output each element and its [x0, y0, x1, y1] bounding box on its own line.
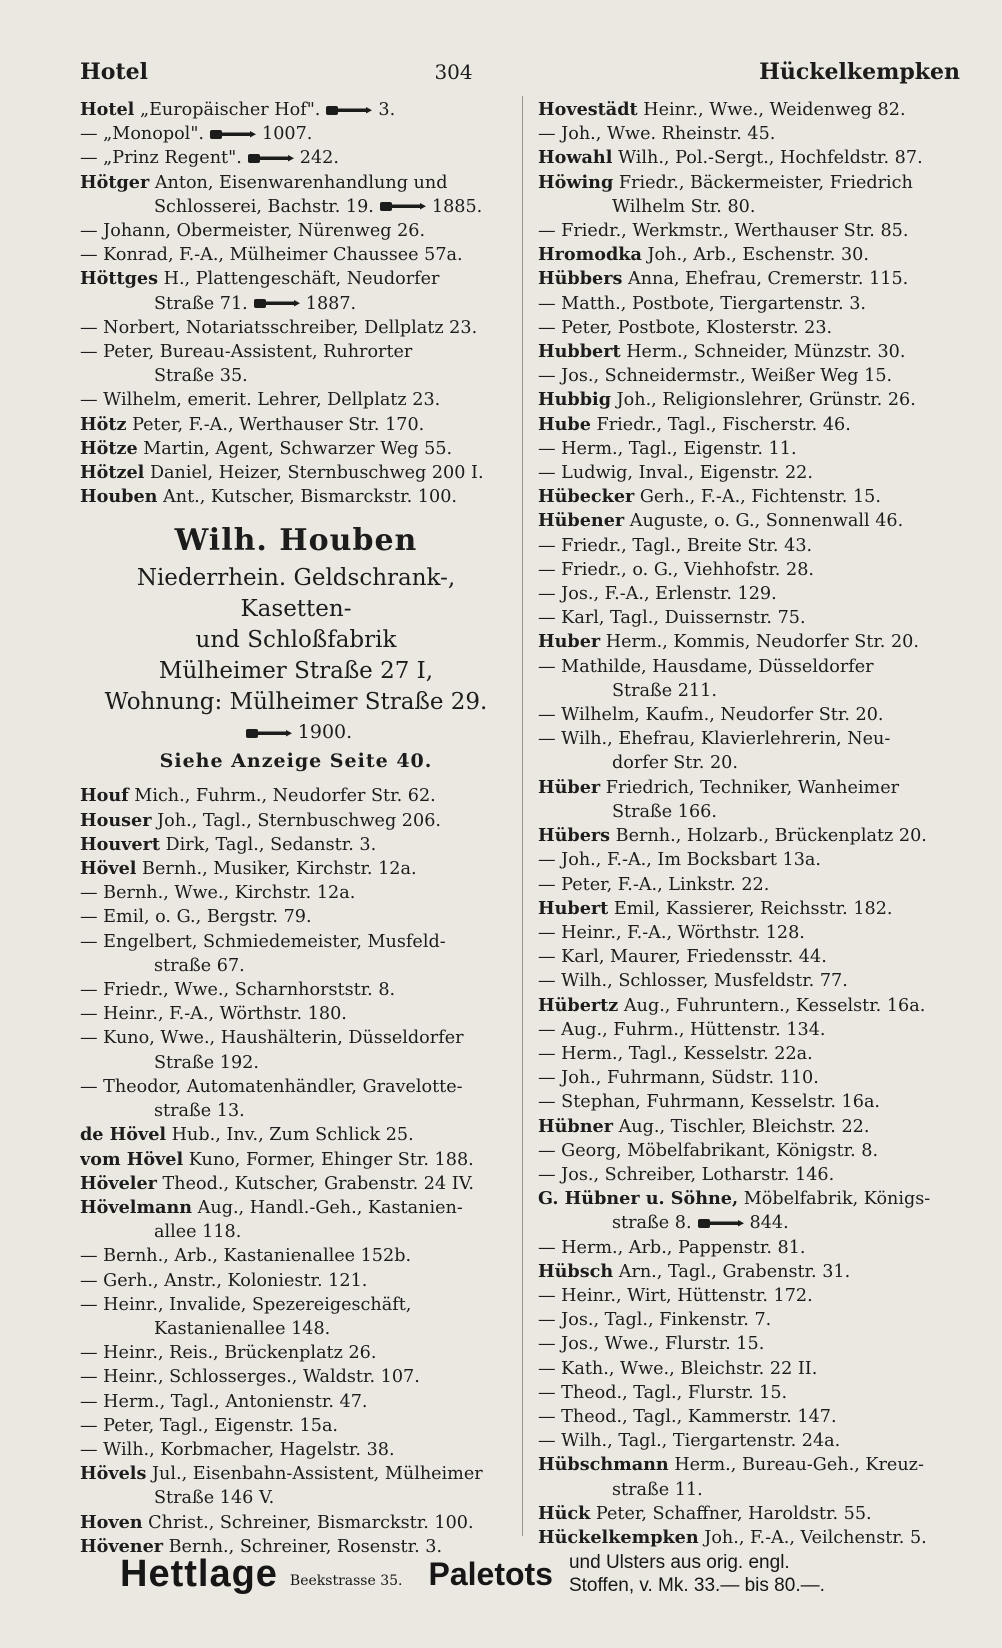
directory-entry [80, 171, 512, 195]
entry-details: — Theodor, Automatenhändler, Gravelotte- [80, 1076, 463, 1097]
entry-surname: Hötzel [80, 462, 145, 484]
entry-surname: Hüber [538, 776, 601, 798]
directory-entry [80, 1341, 512, 1365]
entry-surname: Huber [538, 631, 601, 653]
entry-details: Straße 211. [612, 680, 717, 701]
entry-details: Joh., Arb., Eschenstr. 30. [641, 245, 869, 266]
entry-surname: de Hövel [80, 1124, 167, 1146]
entry-details: Herm., Schneider, Münzstr. 30. [620, 342, 906, 363]
directory-entry [80, 1075, 512, 1099]
entry-details: dorfer Str. 20. [612, 753, 738, 774]
entry-surname: Hübers [538, 825, 611, 847]
entry-details: — Theod., Tagl., Flurstr. 15. [538, 1382, 788, 1403]
directory-entry [80, 1026, 512, 1050]
directory-entry [80, 1293, 512, 1317]
entry-details: — Mathilde, Hausdame, Düsseldorfer [538, 656, 874, 677]
entry-details: straße 11. [612, 1479, 703, 1500]
directory-entry [80, 1414, 512, 1438]
entry-surname: Houser [80, 809, 152, 831]
directory-entry [538, 1187, 968, 1211]
entry-details: Straße 146 V. [154, 1488, 275, 1509]
entry-surname: Hovestädt [538, 99, 638, 120]
entry-details: — Herm., Tagl., Kesselstr. 22a. [538, 1043, 813, 1064]
entry-surname: Hötze [80, 437, 138, 459]
entry-details: — Stephan, Fuhrmann, Kesselstr. 16a. [538, 1092, 881, 1113]
entry-surname: Hübener [538, 510, 625, 532]
footer-advertisement [120, 1538, 970, 1610]
entry-details: — Friedr., o. G., Viehhofstr. 28. [538, 559, 814, 580]
entry-details: Ant., Kutscher, Bismarckstr. 100. [157, 487, 457, 508]
directory-entry [538, 534, 968, 558]
directory-entry [538, 243, 968, 267]
directory-entry [80, 833, 512, 857]
entry-details: — Herm., Arb., Pappenstr. 81. [538, 1237, 806, 1258]
entry-details: Straße 71. [154, 293, 248, 314]
directory-entry [80, 146, 512, 170]
ad-page-reference: Siehe Anzeige Seite 40. [159, 750, 433, 773]
directory-entry [80, 388, 512, 412]
entry-details: Friedr., Bäckermeister, Friedrich [613, 172, 913, 193]
entry-surname: vom Hövel [80, 1148, 184, 1170]
entry-details: Gerh., F.-A., Fichtenstr. 15. [634, 487, 881, 508]
directory-entry [538, 703, 968, 727]
entry-details: Auguste, o. G., Sonnenwall 46. [624, 511, 904, 532]
entry-details: Aug., Tischler, Bleichstr. 22. [612, 1116, 870, 1137]
directory-entry [538, 751, 968, 775]
directory-entry [80, 1099, 512, 1123]
entry-surname: Hubbert [538, 341, 621, 363]
directory-entry [538, 630, 968, 654]
directory-entry [80, 1051, 512, 1075]
directory-entry [538, 1284, 968, 1308]
directory-entry [80, 905, 512, 929]
directory-entry [80, 195, 512, 219]
entry-surname: Hube [538, 413, 591, 435]
entry-details: — Heinr., Reis., Brückenplatz 26. [80, 1343, 377, 1364]
directory-entry [538, 1453, 968, 1477]
entry-details: H., Plattengeschäft, Neudorfer [158, 269, 440, 290]
entry-details: Hub., Inv., Zum Schlick 25. [166, 1125, 414, 1146]
entry-details: — Engelbert, Schmiedemeister, Musfeld- [80, 931, 446, 952]
telephone-hand-icon [326, 105, 372, 116]
directory-entry [538, 195, 968, 219]
directory-entry [538, 388, 968, 412]
entry-details: — Karl, Tagl., Duissernstr. 75. [538, 608, 806, 629]
entry-details: — „Prinz Regent". [80, 148, 242, 169]
entry-details: — Joh., Wwe. Rheinstr. 45. [538, 124, 776, 145]
ad-line-2: und Schloßfabrik [195, 627, 397, 654]
entry-details: Dirk, Tagl., Sedanstr. 3. [159, 834, 377, 855]
directory-entry [80, 1511, 512, 1535]
entry-details: Martin, Agent, Schwarzer Weg 55. [137, 438, 453, 459]
entry-details: — Theod., Tagl., Kammerstr. 147. [538, 1406, 837, 1427]
entry-details: Herm., Kommis, Neudorfer Str. 20. [600, 632, 919, 653]
footer-address: Beekstrasse 35. [289, 1573, 403, 1589]
directory-entry [538, 558, 968, 582]
entry-details: Heinr., Wwe., Weidenweg 82. [637, 100, 906, 120]
entry-details: — Peter, Bureau-Assistent, Ruhrorter [80, 342, 413, 363]
ad-phone-number: 1900. [297, 721, 353, 744]
entry-details: — Heinr., Invalide, Spezereigeschäft, [80, 1294, 412, 1315]
entry-surname: Hübner [538, 1115, 613, 1137]
directory-entry [538, 146, 968, 170]
entry-details: Joh., F.-A., Veilchenstr. 5. [698, 1527, 927, 1548]
directory-entry [80, 881, 512, 905]
directory-entry [538, 1332, 968, 1356]
entry-details: — Bernh., Wwe., Kirchstr. 12a. [80, 883, 356, 904]
entry-details: — Friedr., Wwe., Scharnhorststr. 8. [80, 980, 396, 1001]
ad-phone [80, 718, 512, 746]
directory-entry [80, 857, 512, 881]
left-column [80, 98, 512, 1559]
entry-details: — Johann, Obermeister, Nürenweg 26. [80, 221, 426, 242]
directory-entry [538, 1381, 968, 1405]
entry-surname: Howahl [538, 147, 613, 169]
running-head-right: Hückelkempken [759, 59, 960, 85]
entry-details: straße 8. [612, 1213, 692, 1234]
directory-entry [538, 1042, 968, 1066]
entry-phone-number: 1887. [305, 293, 357, 314]
directory-entry [538, 98, 968, 122]
entry-details: Arn., Tagl., Grabenstr. 31. [613, 1261, 851, 1282]
entry-surname: Houf [80, 785, 129, 807]
entry-details: — Emil, o. G., Bergstr. 79. [80, 907, 312, 928]
entry-surname: Hübsch [538, 1260, 614, 1282]
directory-entry [80, 1317, 512, 1341]
directory-entry [538, 1066, 968, 1090]
entry-details: Bernh., Holzarb., Brückenplatz 20. [610, 826, 927, 847]
directory-entry [538, 606, 968, 630]
entry-surname: Hötger [80, 171, 150, 193]
entry-details: Wilhelm Str. 80. [612, 196, 756, 217]
telephone-hand-icon [210, 129, 256, 140]
entry-details: Jul., Eisenbahn-Assistent, Mülheimer [146, 1464, 483, 1485]
directory-entry [538, 364, 968, 388]
entry-details: — Jos., Tagl., Finkenstr. 7. [538, 1310, 772, 1331]
directory-entry [538, 1429, 968, 1453]
directory-entry [538, 1357, 968, 1381]
entry-phone-number: 3. [378, 100, 396, 120]
directory-entry [538, 848, 968, 872]
entry-details: Emil, Kassierer, Reichsstr. 182. [608, 898, 893, 919]
directory-entry [538, 1211, 968, 1235]
directory-entry [80, 1220, 512, 1244]
directory-entry [538, 485, 968, 509]
directory-entry [538, 413, 968, 437]
directory-entry [80, 1196, 512, 1220]
entry-details: — Heinr., F.-A., Wörthstr. 180. [80, 1004, 347, 1025]
ad-line-1: Niederrhein. Geldschrank-, Kasetten- [136, 565, 456, 623]
directory-entry [538, 267, 968, 291]
page-number: 304 [434, 60, 473, 84]
entry-details: Aug., Fuhruntern., Kesselstr. 16a. [618, 995, 926, 1016]
entry-details: Wilh., Pol.-Sergt., Hochfeldstr. 87. [612, 148, 923, 169]
entry-details: Anna, Ehefrau, Cremerstr. 115. [622, 269, 909, 290]
entry-phone-number: 844. [749, 1213, 789, 1234]
entry-details: — Wilh., Schlosser, Musfeldstr. 77. [538, 971, 848, 992]
directory-entry [538, 1502, 968, 1526]
entry-details: Peter, Schaffner, Haroldstr. 55. [590, 1503, 872, 1524]
entry-details: — Peter, F.-A., Linkstr. 22. [538, 874, 770, 895]
entry-details: — Wilhelm, Kaufm., Neudorfer Str. 20. [538, 705, 884, 726]
entry-surname: Hövener [80, 1535, 164, 1557]
entry-list-left-top [80, 98, 512, 509]
directory-entry [80, 461, 512, 485]
column-divider [522, 96, 523, 1536]
footer-description [569, 1551, 825, 1597]
entry-surname: Hoven [80, 1511, 143, 1533]
right-column [538, 98, 968, 1550]
entry-details: Bernh., Schreiner, Rosenstr. 3. [163, 1536, 443, 1557]
entry-phone-number: 1007. [262, 124, 313, 145]
entry-details: Kastanienallee 148. [154, 1318, 331, 1339]
entry-details: Friedr., Tagl., Fischerstr. 46. [590, 414, 851, 435]
entry-details: Peter, F.-A., Werthauser Str. 170. [126, 414, 425, 435]
directory-entry [80, 930, 512, 954]
entry-details: Joh., Religionslehrer, Grünstr. 26. [611, 390, 916, 411]
entry-details: — Herm., Tagl., Eigenstr. 11. [538, 438, 797, 459]
directory-entry [538, 1163, 968, 1187]
entry-details: — Peter, Postbote, Klosterstr. 23. [538, 317, 833, 338]
entry-details: straße 13. [154, 1101, 245, 1122]
directory-entry [538, 824, 968, 848]
directory-entry [538, 873, 968, 897]
footer-description-line-2: Stoffen, v. Mk. 33.— bis 80.—. [568, 1575, 825, 1596]
directory-entry [80, 809, 512, 833]
directory-entry [538, 122, 968, 146]
directory-entry [538, 1139, 968, 1163]
entry-details: Theod., Kutscher, Grabenstr. 24 IV. [156, 1173, 474, 1194]
directory-entry [538, 969, 968, 993]
entry-surname: Houvert [80, 833, 160, 855]
entry-details: — „Monopol". [80, 124, 204, 145]
entry-details: Straße 192. [154, 1052, 259, 1073]
directory-entry [80, 219, 512, 243]
entry-details: — Bernh., Arb., Kastanienallee 152b. [80, 1246, 412, 1267]
entry-details: — Kuno, Wwe., Haushälterin, Düsseldorfer [80, 1028, 464, 1049]
houben-advertisement [80, 519, 512, 776]
directory-entry [80, 1172, 512, 1196]
directory-entry [538, 776, 968, 800]
directory-entry [538, 437, 968, 461]
directory-entry [80, 954, 512, 978]
entry-list-left-bottom [80, 784, 512, 1559]
entry-details: — Norbert, Notariatsschreiber, Dellplatz 23. [80, 317, 478, 338]
entry-surname: Hövels [80, 1463, 147, 1485]
entry-surname: Hromodka [538, 244, 642, 266]
entry-details: — Wilhelm, emerit. Lehrer, Dellplatz 23. [80, 390, 441, 411]
entry-details: — Joh., Fuhrmann, Südstr. 110. [538, 1068, 819, 1089]
ad-line-4: Wohnung: Mülheimer Straße 29. [104, 689, 488, 716]
entry-details: — Matth., Postbote, Tiergartenstr. 3. [538, 293, 866, 314]
entry-surname: Hückelkempken [538, 1526, 699, 1548]
directory-entry [80, 485, 512, 509]
entry-details: Anton, Eisenwarenhandlung und [149, 172, 448, 193]
entry-details: — Karl, Maurer, Friedensstr. 44. [538, 947, 827, 968]
entry-surname: Höttges [80, 268, 159, 290]
directory-entry [80, 122, 512, 146]
entry-surname: Hövel [80, 858, 137, 880]
entry-details: Daniel, Heizer, Sternbuschweg 200 I. [144, 463, 484, 484]
directory-entry [538, 582, 968, 606]
entry-surname: Hötz [80, 413, 127, 435]
entry-details: allee 118. [154, 1222, 242, 1243]
directory-entry [538, 1308, 968, 1332]
entry-details: — Herm., Tagl., Antonienstr. 47. [80, 1391, 368, 1412]
entry-details: — Jos., Schreiber, Lotharstr. 146. [538, 1164, 835, 1185]
directory-entry [538, 1405, 968, 1429]
entry-phone-number: 242. [299, 148, 339, 169]
running-head [80, 52, 960, 92]
directory-entry [80, 98, 512, 122]
entry-details: — Aug., Fuhrm., Hüttenstr. 134. [538, 1019, 826, 1040]
directory-entry [80, 1462, 512, 1486]
entry-surname: Höwing [538, 171, 614, 193]
running-head-left: Hotel [80, 59, 148, 85]
entry-list-right [538, 98, 968, 1550]
entry-details: — Jos., F.-A., Erlenstr. 129. [538, 584, 777, 605]
directory-entry [538, 509, 968, 533]
directory-entry [80, 1390, 512, 1414]
entry-surname: Hübecker [538, 486, 635, 508]
entry-surname: Hotel [80, 99, 135, 120]
directory-entry [538, 1478, 968, 1502]
entry-details: — Jos., Wwe., Flurstr. 15. [538, 1334, 765, 1355]
directory-entry [80, 1002, 512, 1026]
telephone-hand-icon [248, 153, 294, 164]
directory-entry [538, 679, 968, 703]
directory-entry [80, 437, 512, 461]
entry-details: — Georg, Möbelfabrikant, Königstr. 8. [538, 1140, 879, 1161]
directory-entry [538, 921, 968, 945]
directory-entry [80, 1123, 512, 1147]
entry-details: Friedrich, Techniker, Wanheimer [600, 777, 900, 798]
entry-surname: Hübertz [538, 994, 619, 1016]
telephone-hand-icon [698, 1218, 744, 1229]
entry-details: Mich., Fuhrm., Neudorfer Str. 62. [128, 786, 436, 807]
directory-entry [80, 413, 512, 437]
entry-details: — Friedr., Tagl., Breite Str. 43. [538, 535, 813, 556]
directory-entry [538, 292, 968, 316]
directory-entry [80, 1365, 512, 1389]
directory-entry [538, 1236, 968, 1260]
telephone-hand-icon [246, 728, 292, 739]
directory-entry [538, 1260, 968, 1284]
directory-entry [538, 800, 968, 824]
entry-surname: Hübbers [538, 268, 623, 290]
telephone-hand-icon [380, 201, 426, 212]
directory-entry [80, 364, 512, 388]
directory-entry [538, 219, 968, 243]
directory-entry [538, 945, 968, 969]
directory-entry [80, 1438, 512, 1462]
entry-details: — Jos., Schneidermstr., Weißer Weg 15. [538, 366, 893, 387]
directory-entry [538, 1115, 968, 1139]
directory-entry [80, 784, 512, 808]
directory-entry [80, 1486, 512, 1510]
directory-entry [80, 292, 512, 316]
telephone-hand-icon [254, 298, 300, 309]
entry-phone-number: 1885. [431, 196, 483, 217]
entry-surname: Höveler [80, 1172, 157, 1194]
entry-details: — Gerh., Anstr., Koloniestr. 121. [80, 1270, 368, 1291]
entry-details: — Joh., F.-A., Im Bocksbart 13a. [538, 850, 822, 871]
directory-entry [80, 978, 512, 1002]
directory-entry [538, 171, 968, 195]
entry-surname: Houben [80, 486, 158, 508]
entry-details: — Peter, Tagl., Eigenstr. 15a. [80, 1415, 339, 1436]
entry-details: — Friedr., Werkmstr., Werthauser Str. 85. [538, 221, 909, 242]
entry-details: Aug., Handl.-Geh., Kastanien- [192, 1197, 463, 1218]
entry-surname: Hubbig [538, 389, 612, 411]
directory-entry [80, 267, 512, 291]
entry-surname: Hück [538, 1502, 591, 1524]
directory-entry [538, 994, 968, 1018]
directory-entry [538, 1090, 968, 1114]
directory-entry [538, 316, 968, 340]
ad-company-name: Wilh. Houben [174, 523, 418, 559]
entry-details: — Heinr., F.-A., Wörthstr. 128. [538, 922, 805, 943]
entry-details: „Europäischer Hof". [134, 100, 321, 120]
entry-surname: Hübschmann [538, 1454, 669, 1476]
directory-entry [80, 243, 512, 267]
entry-details: Joh., Tagl., Sternbuschweg 206. [151, 810, 441, 831]
entry-details: — Wilh., Tagl., Tiergartenstr. 24a. [538, 1431, 841, 1452]
entry-details: Straße 166. [612, 801, 717, 822]
entry-details: — Heinr., Wirt, Hüttenstr. 172. [538, 1285, 813, 1306]
entry-details: — Kath., Wwe., Bleichstr. 22 II. [538, 1358, 818, 1379]
directory-entry [80, 340, 512, 364]
directory-entry [538, 461, 968, 485]
footer-product: Paletots [428, 1555, 553, 1592]
footer-brand: Hettlage [120, 1552, 278, 1595]
footer-description-line-1: und Ulsters aus orig. engl. [568, 1552, 790, 1573]
directory-entry [538, 1018, 968, 1042]
entry-details: Kuno, Former, Ehinger Str. 188. [183, 1149, 474, 1170]
entry-details: — Heinr., Schlosserges., Waldstr. 107. [80, 1367, 420, 1388]
entry-surname: Hubert [538, 897, 609, 919]
directory-entry [80, 316, 512, 340]
entry-details: Christ., Schreiner, Bismarckstr. 100. [142, 1512, 474, 1533]
entry-details: Herm., Bureau-Geh., Kreuz- [668, 1455, 924, 1476]
entry-details: Bernh., Musiker, Kirchstr. 12a. [136, 859, 417, 880]
directory-entry [538, 655, 968, 679]
entry-details: — Ludwig, Inval., Eigenstr. 22. [538, 463, 813, 484]
entry-details: — Konrad, F.-A., Mülheimer Chaussee 57a. [80, 245, 463, 266]
directory-entry [80, 1269, 512, 1293]
entry-surname: Hövelmann [80, 1196, 193, 1218]
entry-details: straße 67. [154, 955, 245, 976]
entry-details: Möbelfabrik, Königs- [738, 1189, 931, 1210]
directory-entry [80, 1244, 512, 1268]
directory-entry [538, 727, 968, 751]
directory-entry [80, 1148, 512, 1172]
directory-entry [538, 340, 968, 364]
entry-surname: G. Hübner u. Söhne, [538, 1188, 739, 1210]
entry-details: Straße 35. [154, 366, 248, 387]
entry-details: Schlosserei, Bachstr. 19. [154, 196, 374, 217]
directory-entry [538, 897, 968, 921]
entry-details: — Wilh., Korbmacher, Hagelstr. 38. [80, 1439, 395, 1460]
entry-details: — Wilh., Ehefrau, Klavierlehrerin, Neu- [538, 729, 891, 750]
ad-line-3: Mülheimer Straße 27 I, [158, 658, 434, 685]
